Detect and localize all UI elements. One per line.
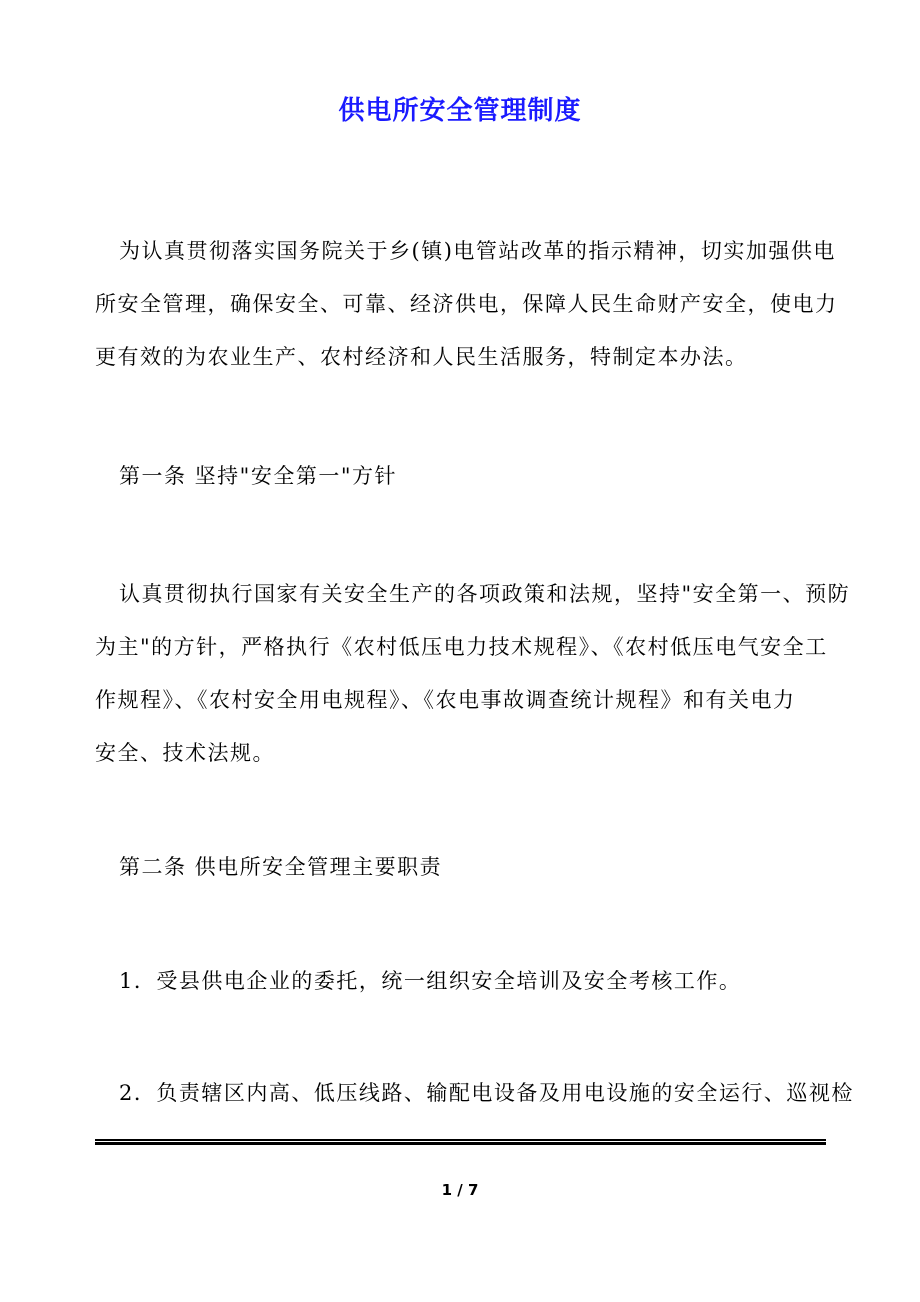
text-line: 2．负责辖区内高、低压线路、输配电设备及用电设施的安全运行、巡视检 <box>119 1081 854 1105</box>
text-line: 更有效的为农业生产、农村经济和人民生活服务，特制定本办法。 <box>95 345 748 369</box>
footer-divider <box>95 1139 826 1145</box>
text-line: 作规程》、《农村安全用电规程》、《农电事故调查统计规程》和有关电力 <box>95 688 796 712</box>
text-line: 第二条 供电所安全管理主要职责 <box>119 855 443 879</box>
article-2-heading <box>95 852 835 905</box>
text-line: 为主"的方针，严格执行《农村低压电力技术规程》、《农村低压电气安全工 <box>95 635 828 659</box>
text-line: 第一条 坚持"安全第一"方针 <box>119 464 397 488</box>
document-title: 供电所安全管理制度 <box>338 96 582 126</box>
article-1-heading <box>95 461 835 514</box>
list-item-1 <box>95 966 835 1019</box>
paragraph-article-1 <box>95 579 851 791</box>
page-number: 1 / 7 <box>441 1181 479 1199</box>
text-line: 为认真贯彻落实国务院关于乡(镇)电管站改革的指示精神，切实加强供电 <box>119 239 836 263</box>
text-line: 安全、技术法规。 <box>95 741 275 765</box>
text-line: 所安全管理，确保安全、可靠、经济供电，保障人民生命财产安全，使电力 <box>95 292 838 316</box>
text-line: 1．受县供电企业的委托，统一组织安全培训及安全考核工作。 <box>119 969 742 993</box>
text-line: 认真贯彻执行国家有关安全生产的各项政策和法规，坚持"安全第一、预防 <box>119 582 851 606</box>
list-item-2 <box>95 1078 854 1131</box>
paragraph-intro <box>95 236 838 395</box>
